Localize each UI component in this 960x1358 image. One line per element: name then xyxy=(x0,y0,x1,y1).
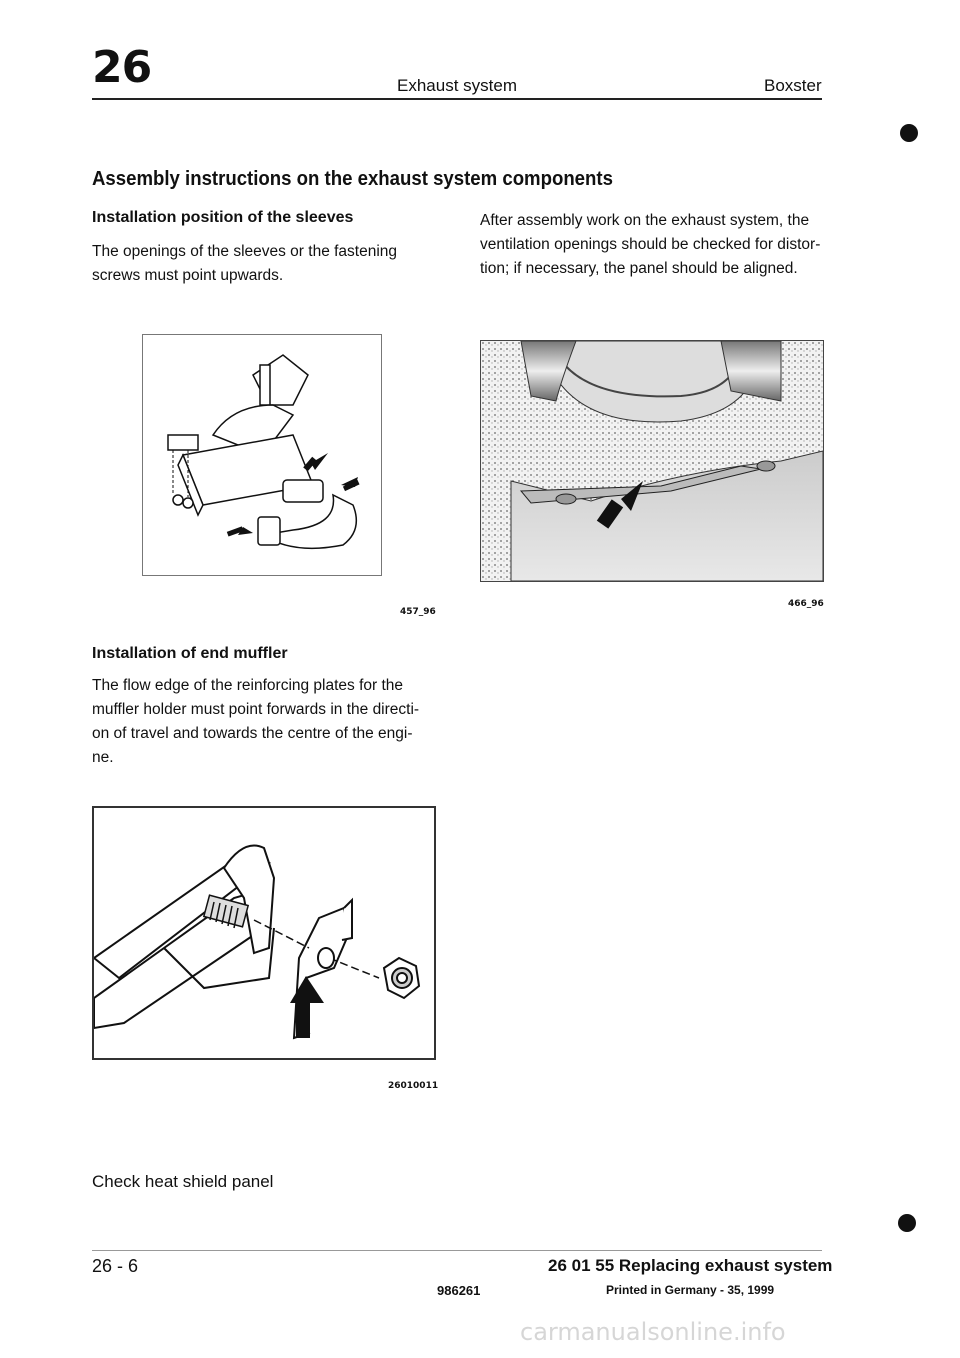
text-line: After assembly work on the exhaust system, the xyxy=(480,212,810,229)
margin-dot-bottom xyxy=(898,1214,916,1232)
end-muffler-text xyxy=(92,674,419,770)
header-rule xyxy=(92,98,822,100)
figure-muffler-holder xyxy=(92,806,436,1060)
ventilation-text xyxy=(480,209,820,281)
header-title: Exhaust system xyxy=(397,76,517,95)
text-line: on of travel and towards the centre of the engi- xyxy=(92,725,413,742)
text-line: ventilation openings should be checked for distor- xyxy=(480,236,821,253)
figure-sleeves-caption: 457_96 xyxy=(400,607,436,617)
text-line: ne. xyxy=(92,749,114,766)
watermark: carmanualsonline.info xyxy=(520,1318,786,1346)
footer-rule xyxy=(92,1250,822,1251)
heat-shield-heading: Check heat shield panel xyxy=(92,1172,274,1191)
chapter-number: 26 xyxy=(92,42,152,93)
footer-section-title: 26 01 55 Replacing exhaust system xyxy=(548,1256,833,1275)
sleeves-illustration xyxy=(143,335,381,575)
text-line: muffler holder must point forwards in the directi- xyxy=(92,701,420,718)
sleeves-text xyxy=(92,240,397,288)
sleeves-heading: Installation position of the sleeves xyxy=(92,209,354,226)
figure-heat-shield xyxy=(480,340,824,582)
text-line: screws must point upwards. xyxy=(92,267,284,284)
text-line: The openings of the sleeves or the fastening xyxy=(92,243,398,260)
figure-sleeves xyxy=(142,334,382,576)
heat-shield-photo xyxy=(481,341,823,581)
text-line: The flow edge of the reinforcing plates for the xyxy=(92,677,404,694)
page-number: 26 - 6 xyxy=(92,1256,139,1276)
page-title: Assembly instructions on the exhaust system components xyxy=(92,168,613,190)
text-line: tion; if necessary, the panel should be aligned. xyxy=(480,260,798,277)
figure-heat-shield-caption: 466_96 xyxy=(788,599,824,609)
figure-muffler-holder-caption: 26010011 xyxy=(388,1081,439,1091)
footer-doc-code: 986261 xyxy=(437,1283,481,1298)
muffler-holder-illustration xyxy=(94,808,434,1058)
header-model: Boxster xyxy=(764,76,822,95)
margin-dot-top xyxy=(900,124,918,142)
footer-printed: Printed in Germany - 35, 1999 xyxy=(606,1283,775,1297)
end-muffler-heading: Installation of end muffler xyxy=(92,645,288,662)
